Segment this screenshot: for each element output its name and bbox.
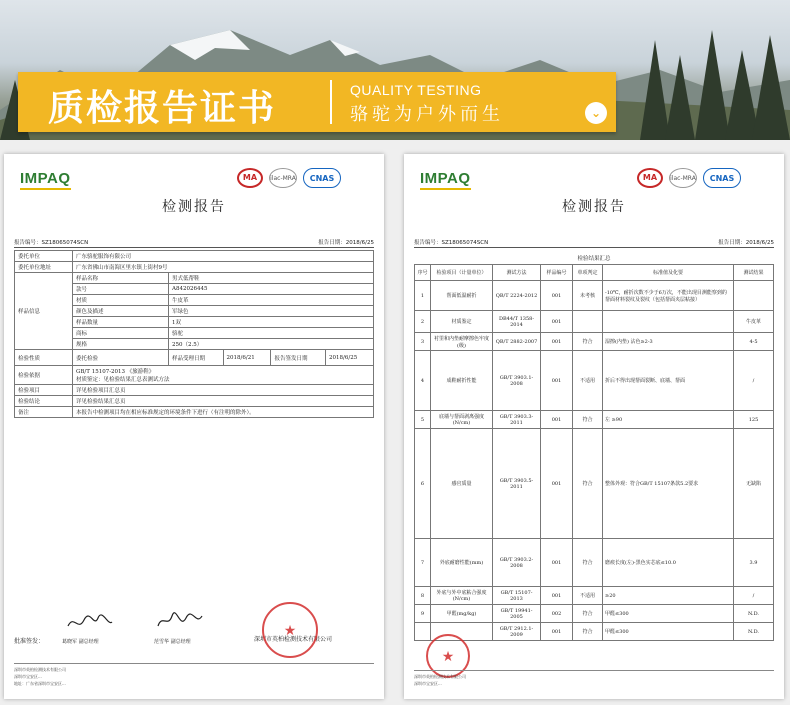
cell: 男式低帮鞋 <box>169 273 374 284</box>
table-cell: GB/T 3903.2-2008 <box>493 539 541 587</box>
table-cell: 折后不得出现帮面裂断、底墙、帮面 <box>603 351 734 411</box>
table-cell: 左 ≥90 <box>603 411 734 429</box>
table-cell: 001 <box>541 351 573 411</box>
report-number: 报告编号：SZ18065074SCN <box>14 240 89 246</box>
table-cell: 符合 <box>573 623 603 641</box>
cell: 样品数量 <box>73 317 169 328</box>
cell: 本报告中检测项目均在相应标准规定的环境条件下进行（有注明的除外）。 <box>73 407 374 418</box>
table-cell: 符合 <box>573 333 603 351</box>
table-cell: 001 <box>541 333 573 351</box>
cell: 样品信息 <box>15 273 73 350</box>
table-cell: 整体外观：符合GB/T 15107条款5.2要求 <box>603 429 734 539</box>
table-row <box>415 605 774 623</box>
cell: 备注 <box>15 407 73 418</box>
results-caption: 检验结果汇总 <box>577 256 611 262</box>
table-cell: 未考核 <box>573 281 603 311</box>
table-cell: 125 <box>734 411 774 429</box>
report-title: 检测报告 <box>562 199 626 215</box>
cell: 检验项目 <box>15 385 73 396</box>
table-cell: QB/T 2224-2012 <box>493 281 541 311</box>
cell: 商标 <box>73 328 169 339</box>
signer-2: 范雪华 副总经理 <box>154 639 191 645</box>
col-header: 测试方法 <box>493 265 541 281</box>
report-page-1 <box>4 154 384 699</box>
table-cell: 001 <box>541 311 573 333</box>
cell: 款号 <box>73 284 169 295</box>
cell: 250（2.5） <box>169 339 374 350</box>
impaq-logo: IMPAQ <box>420 170 471 187</box>
table-cell: 001 <box>541 587 573 605</box>
table-cell: 001 <box>541 411 573 429</box>
table-row <box>415 539 774 587</box>
table-cell: 材质鉴定 <box>431 311 493 333</box>
divider <box>330 80 332 124</box>
table-row <box>415 429 774 539</box>
table-cell: 2 <box>415 311 431 333</box>
cell: 详见检验结果汇总页 <box>73 396 374 407</box>
table-cell: N.D. <box>734 605 774 623</box>
impaq-logo: IMPAQ <box>20 170 71 187</box>
table-cell: 001 <box>541 281 573 311</box>
cell: 样品受理日期 <box>169 350 224 366</box>
table-cell <box>603 311 734 333</box>
table-cell: 001 <box>541 623 573 641</box>
company-name: 深圳市英柏检测技术有限公司 <box>254 636 333 643</box>
cell: A842026445 <box>169 284 374 295</box>
banner-subtitle-cn: 骆驼为户外而生 <box>350 104 504 125</box>
table-cell: GB/T 3903.1-2008 <box>493 351 541 411</box>
cell: 军绿色 <box>169 306 374 317</box>
basis-line: 材质鉴定：见检验结果汇总表测试方法 <box>76 377 170 383</box>
report-date: 报告日期：2018/6/25 <box>718 240 774 246</box>
table-cell <box>734 281 774 311</box>
table-cell: 甲醛(mg/kg) <box>431 605 493 623</box>
table-cell: 磨痕长度(左)-黑色实芯底≤10.0 <box>603 539 734 587</box>
results-table <box>414 264 774 641</box>
col-header: 标准值及化要 <box>603 265 734 281</box>
cert-logos <box>637 168 741 188</box>
table-cell: GB/T 3903.3-2011 <box>493 411 541 429</box>
cell: 广东省佛山市南海区里水镇上街村9号 <box>73 262 374 273</box>
cell: 骆驼 <box>169 328 374 339</box>
table-cell <box>415 623 431 641</box>
table-row <box>415 351 774 411</box>
table-cell: 7 <box>415 539 431 587</box>
table-row <box>415 281 774 311</box>
cell: 检验依据 <box>15 366 73 385</box>
table-cell: / <box>734 587 774 605</box>
table-cell: 衬里和内垫耐摩擦色牢度(级) <box>431 333 493 351</box>
table-cell: GB/T 2912.1-2009 <box>493 623 541 641</box>
report-number: 报告编号：SZ18065074SCN <box>414 240 489 246</box>
table-cell: 底墙与帮面剥离强度(N/cm) <box>431 411 493 429</box>
table-cell: 001 <box>541 539 573 587</box>
ma-logo: MA <box>237 168 263 188</box>
table-cell: 甲醛≤300 <box>603 605 734 623</box>
cell: 2018/6/21 <box>223 350 271 366</box>
table-cell: 不适用 <box>573 351 603 411</box>
cell: 委托检验 <box>73 350 169 366</box>
cell: 颜色及描述 <box>73 306 169 317</box>
company-seal: ★ <box>262 602 318 658</box>
col-header: 测试结果 <box>734 265 774 281</box>
report-meta <box>14 238 374 248</box>
table-cell: 符合 <box>573 605 603 623</box>
table-cell: 湿擦(内垫) 沾色≥2-3 <box>603 333 734 351</box>
cell: 牛皮革 <box>169 295 374 306</box>
table-cell: QB/T 2882-2007 <box>493 333 541 351</box>
table-cell: 4 <box>415 351 431 411</box>
cell: 委托单位 <box>15 251 73 262</box>
banner-title: 质检报告证书 <box>48 88 277 129</box>
table-cell: DB44/T 1358-2014 <box>493 311 541 333</box>
table-cell: 外底与外中底粘合强度(N/cm) <box>431 587 493 605</box>
table-cell: 感官质量 <box>431 429 493 539</box>
cell: 材质 <box>73 295 169 306</box>
table-cell: 1 <box>415 281 431 311</box>
report-title: 检测报告 <box>162 199 226 215</box>
col-header: 序号 <box>415 265 431 281</box>
table-cell: 3.9 <box>734 539 774 587</box>
company-seal: ★ <box>426 634 470 678</box>
table-cell <box>573 311 603 333</box>
report-page-2 <box>404 154 784 699</box>
table-cell: 4-5 <box>734 333 774 351</box>
table-cell: 成鞋耐折性能 <box>431 351 493 411</box>
footer-line: 深圳市宝安区... <box>414 681 442 686</box>
cell: 2018/6/25 <box>326 350 374 366</box>
footer-line: 深圳市宝安区... <box>14 674 42 679</box>
table-row <box>415 333 774 351</box>
table-cell: / <box>734 351 774 411</box>
ilac-logo: ilac-MRA <box>269 168 297 188</box>
cert-logos <box>237 168 341 188</box>
signature-1 <box>64 612 114 634</box>
banner-subtitle-en: QUALITY TESTING <box>350 82 482 98</box>
banner <box>0 0 790 140</box>
cell: 详见检验项目汇总页 <box>73 385 374 396</box>
sign-label: 批准签发： <box>14 638 45 645</box>
table-cell: 无缺陷 <box>734 429 774 539</box>
table-row <box>415 311 774 333</box>
table-cell: GB/T 3903.5-2011 <box>493 429 541 539</box>
cell: 广东骆驼服饰有限公司 <box>73 251 374 262</box>
cell: 规格 <box>73 339 169 350</box>
signer-1: 葛晓军 副总经理 <box>62 639 99 645</box>
cell: 1双 <box>169 317 374 328</box>
cell: 检验性质 <box>15 350 73 366</box>
table-cell: 5 <box>415 411 431 429</box>
table-row <box>415 623 774 641</box>
cell: 样品名称 <box>73 273 169 284</box>
chevron-down-icon[interactable]: ⌄ <box>585 102 607 124</box>
cell: 报告签发日期 <box>271 350 326 366</box>
footer-line: 深圳市英柏检测技术有限公司 <box>14 667 66 672</box>
report-date: 报告日期：2018/6/25 <box>318 240 374 246</box>
col-header: 检验项目（计量单位） <box>431 265 493 281</box>
ma-logo: MA <box>637 168 663 188</box>
signature-2 <box>154 610 204 634</box>
cell: 委托单位地址 <box>15 262 73 273</box>
table-cell: 符合 <box>573 429 603 539</box>
cnas-logo: CNAS <box>303 168 341 188</box>
table-cell: 001 <box>541 429 573 539</box>
table-row <box>415 587 774 605</box>
page-footer <box>14 663 374 687</box>
cell: 检验结论 <box>15 396 73 407</box>
table-cell: 帮面低温耐折 <box>431 281 493 311</box>
table-cell: 符合 <box>573 411 603 429</box>
table-cell: 8 <box>415 587 431 605</box>
page-footer <box>414 670 774 687</box>
table-cell: 002 <box>541 605 573 623</box>
ilac-logo: ilac-MRA <box>669 168 697 188</box>
footer-line: 地址：广东省深圳市宝安区... <box>14 681 66 686</box>
table-cell: 6 <box>415 429 431 539</box>
table-cell: 外底耐磨性能(mm) <box>431 539 493 587</box>
table-cell: 甲醛≤300 <box>603 623 734 641</box>
table-cell: 3 <box>415 333 431 351</box>
table-cell: 不适用 <box>573 587 603 605</box>
results-body <box>415 281 774 641</box>
col-header: 样品编号 <box>541 265 573 281</box>
report-info-table <box>14 250 374 418</box>
report-meta <box>414 238 774 248</box>
col-header: 单项判定 <box>573 265 603 281</box>
table-cell: 9 <box>415 605 431 623</box>
table-cell: N.D. <box>734 623 774 641</box>
cnas-logo: CNAS <box>703 168 741 188</box>
table-cell: -10℃，耐折次数不少于6万次，不能出现目测能察到的帮面材料裂纹及裂纹（包括帮面夹层粘接） <box>603 281 734 311</box>
footer-line: 深圳市英柏检测技术有限公司 <box>414 674 466 679</box>
table-row <box>415 411 774 429</box>
table-cell: 牛皮革 <box>734 311 774 333</box>
table-cell: GB/T 19941-2005 <box>493 605 541 623</box>
table-cell: ≥20 <box>603 587 734 605</box>
table-cell: 符合 <box>573 539 603 587</box>
basis-line: GB/T 15107-2013 《旅游鞋》 <box>76 369 155 375</box>
table-cell: GB/T 15107-2013 <box>493 587 541 605</box>
